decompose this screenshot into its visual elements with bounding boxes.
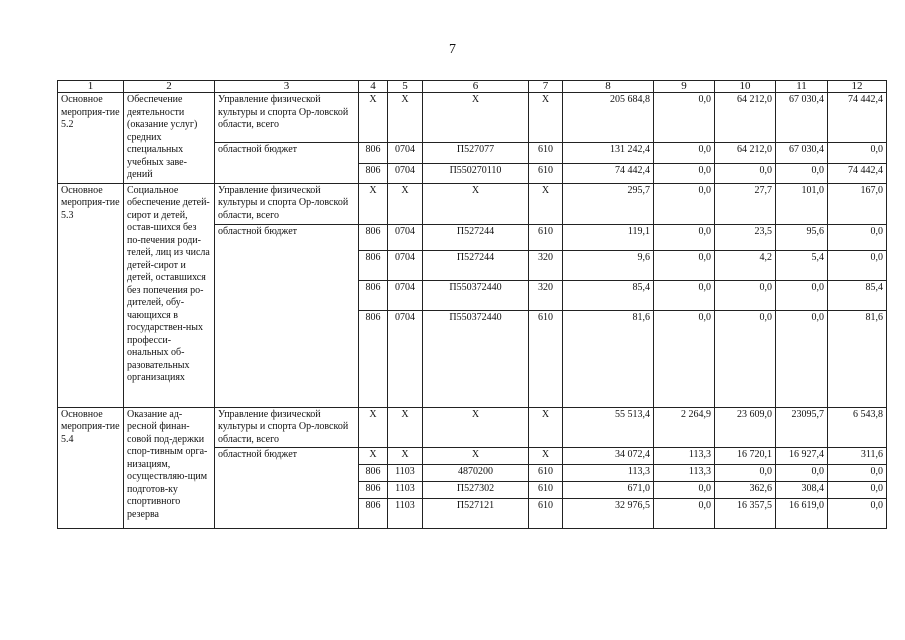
value-cell: 806: [359, 499, 388, 529]
value-cell: 0,0: [776, 280, 828, 310]
value-cell: 6 543,8: [828, 407, 887, 448]
value-cell: 81,6: [828, 310, 887, 407]
value-cell: 5,4: [776, 250, 828, 280]
value-cell: П527077: [423, 143, 529, 164]
value-cell: П550270110: [423, 163, 529, 183]
value-cell: 308,4: [776, 482, 828, 499]
value-cell: 0,0: [654, 250, 715, 280]
value-cell: 610: [529, 143, 563, 164]
value-cell: 0,0: [654, 163, 715, 183]
value-cell: 0704: [388, 224, 423, 250]
value-cell: 4,2: [715, 250, 776, 280]
value-cell: 806: [359, 465, 388, 482]
measure-description: Социальное обеспечение детей-сирот и детей, остав-шихся без по-печения роди-телей, лиц из числа детей-сирот и детей, оставшихся без попечения ро-дителей, обу-чающихся в государствен-ных професси-ональных об-разовательных организациях: [124, 183, 215, 407]
value-cell: 311,6: [828, 448, 887, 465]
value-cell: Х: [359, 183, 388, 224]
budget-table: [57, 80, 887, 529]
value-cell: П527302: [423, 482, 529, 499]
value-cell: Х: [388, 407, 423, 448]
value-cell: 74 442,4: [563, 163, 654, 183]
column-number: 11: [776, 81, 828, 93]
value-cell: 806: [359, 310, 388, 407]
value-cell: 1103: [388, 499, 423, 529]
value-cell: 74 442,4: [828, 93, 887, 143]
value-cell: 0,0: [654, 310, 715, 407]
value-cell: 0,0: [828, 224, 887, 250]
value-cell: 64 212,0: [715, 93, 776, 143]
value-cell: 806: [359, 482, 388, 499]
value-cell: 27,7: [715, 183, 776, 224]
value-cell: П527121: [423, 499, 529, 529]
value-cell: 2 264,9: [654, 407, 715, 448]
value-cell: 0,0: [828, 250, 887, 280]
value-cell: 0,0: [715, 280, 776, 310]
value-cell: 0,0: [654, 93, 715, 143]
column-number: 9: [654, 81, 715, 93]
measure-description: Оказание ад-ресной финан-совой под-держки спор-тивным орга-низациям, осуществляю-щим подготов-ку спортивного резерва: [124, 407, 215, 529]
measure-code: Основное мероприя-тие 5.2: [58, 93, 124, 184]
value-cell: 85,4: [563, 280, 654, 310]
value-cell: 0,0: [654, 224, 715, 250]
header-row: [58, 81, 887, 93]
value-cell: 0,0: [776, 310, 828, 407]
value-cell: 0704: [388, 250, 423, 280]
value-cell: 0,0: [654, 143, 715, 164]
funding-source: областной бюджет: [215, 448, 359, 529]
value-cell: П527244: [423, 250, 529, 280]
value-cell: 16 619,0: [776, 499, 828, 529]
value-cell: 85,4: [828, 280, 887, 310]
value-cell: Х: [423, 183, 529, 224]
value-cell: 362,6: [715, 482, 776, 499]
value-cell: 610: [529, 465, 563, 482]
value-cell: 0704: [388, 280, 423, 310]
value-cell: Х: [529, 183, 563, 224]
column-number: 2: [124, 81, 215, 93]
value-cell: 113,3: [563, 465, 654, 482]
value-cell: 167,0: [828, 183, 887, 224]
value-cell: 0,0: [828, 143, 887, 164]
value-cell: 806: [359, 163, 388, 183]
value-cell: Х: [529, 93, 563, 143]
value-cell: 0,0: [828, 465, 887, 482]
value-cell: 806: [359, 143, 388, 164]
column-number: 3: [215, 81, 359, 93]
value-cell: 205 684,8: [563, 93, 654, 143]
value-cell: 67 030,4: [776, 93, 828, 143]
column-number: 8: [563, 81, 654, 93]
value-cell: 0704: [388, 310, 423, 407]
value-cell: Х: [359, 448, 388, 465]
value-cell: 0,0: [654, 482, 715, 499]
value-cell: 806: [359, 280, 388, 310]
value-cell: 23095,7: [776, 407, 828, 448]
column-number: 12: [828, 81, 887, 93]
table-row: [58, 407, 887, 448]
funding-source: Управление физической культуры и спорта Ор-ловской области, всего: [215, 407, 359, 448]
value-cell: 320: [529, 250, 563, 280]
value-cell: 101,0: [776, 183, 828, 224]
value-cell: 0704: [388, 163, 423, 183]
value-cell: Х: [529, 448, 563, 465]
value-cell: 23 609,0: [715, 407, 776, 448]
value-cell: 0,0: [654, 183, 715, 224]
value-cell: 0,0: [776, 163, 828, 183]
funding-source: Управление физической культуры и спорта Ор-ловской области, всего: [215, 93, 359, 143]
value-cell: Х: [388, 93, 423, 143]
value-cell: 0,0: [654, 280, 715, 310]
value-cell: Х: [423, 407, 529, 448]
value-cell: 119,1: [563, 224, 654, 250]
value-cell: 55 513,4: [563, 407, 654, 448]
value-cell: 74 442,4: [828, 163, 887, 183]
value-cell: 0,0: [828, 482, 887, 499]
value-cell: 0,0: [715, 465, 776, 482]
value-cell: Х: [388, 448, 423, 465]
page-number: 7: [449, 42, 456, 57]
value-cell: 16 720,1: [715, 448, 776, 465]
value-cell: 610: [529, 310, 563, 407]
column-number: 5: [388, 81, 423, 93]
value-cell: 9,6: [563, 250, 654, 280]
value-cell: 4870200: [423, 465, 529, 482]
table-row: [58, 93, 887, 143]
value-cell: Х: [359, 93, 388, 143]
value-cell: 32 976,5: [563, 499, 654, 529]
value-cell: 0,0: [715, 310, 776, 407]
value-cell: П550372440: [423, 280, 529, 310]
value-cell: 0,0: [776, 465, 828, 482]
value-cell: 320: [529, 280, 563, 310]
value-cell: 81,6: [563, 310, 654, 407]
value-cell: Х: [423, 93, 529, 143]
value-cell: 610: [529, 482, 563, 499]
value-cell: 806: [359, 224, 388, 250]
value-cell: П550372440: [423, 310, 529, 407]
table-row: [58, 183, 887, 224]
value-cell: 0704: [388, 143, 423, 164]
value-cell: 113,3: [654, 448, 715, 465]
measure-code: Основное мероприя-тие 5.4: [58, 407, 124, 529]
value-cell: Х: [359, 407, 388, 448]
value-cell: 23,5: [715, 224, 776, 250]
value-cell: 1103: [388, 482, 423, 499]
measure-description: Обеспечение деятельности (оказание услуг) средних специальных учебных заве-дений: [124, 93, 215, 184]
value-cell: Х: [388, 183, 423, 224]
value-cell: 671,0: [563, 482, 654, 499]
value-cell: 16 927,4: [776, 448, 828, 465]
value-cell: 113,3: [654, 465, 715, 482]
value-cell: 67 030,4: [776, 143, 828, 164]
column-number: 10: [715, 81, 776, 93]
value-cell: 131 242,4: [563, 143, 654, 164]
column-number: 1: [58, 81, 124, 93]
column-number: 7: [529, 81, 563, 93]
value-cell: Х: [529, 407, 563, 448]
value-cell: 806: [359, 250, 388, 280]
value-cell: 610: [529, 499, 563, 529]
value-cell: 16 357,5: [715, 499, 776, 529]
value-cell: 295,7: [563, 183, 654, 224]
value-cell: Х: [423, 448, 529, 465]
value-cell: 610: [529, 163, 563, 183]
value-cell: 1103: [388, 465, 423, 482]
funding-source: областной бюджет: [215, 224, 359, 407]
value-cell: П527244: [423, 224, 529, 250]
funding-source: Управление физической культуры и спорта Ор-ловской области, всего: [215, 183, 359, 224]
value-cell: 610: [529, 224, 563, 250]
value-cell: 34 072,4: [563, 448, 654, 465]
value-cell: 0,0: [828, 499, 887, 529]
value-cell: 64 212,0: [715, 143, 776, 164]
value-cell: 0,0: [715, 163, 776, 183]
value-cell: 0,0: [654, 499, 715, 529]
funding-source: областной бюджет: [215, 143, 359, 184]
column-number: 6: [423, 81, 529, 93]
value-cell: 95,6: [776, 224, 828, 250]
measure-code: Основное мероприя-тие 5.3: [58, 183, 124, 407]
column-number: 4: [359, 81, 388, 93]
